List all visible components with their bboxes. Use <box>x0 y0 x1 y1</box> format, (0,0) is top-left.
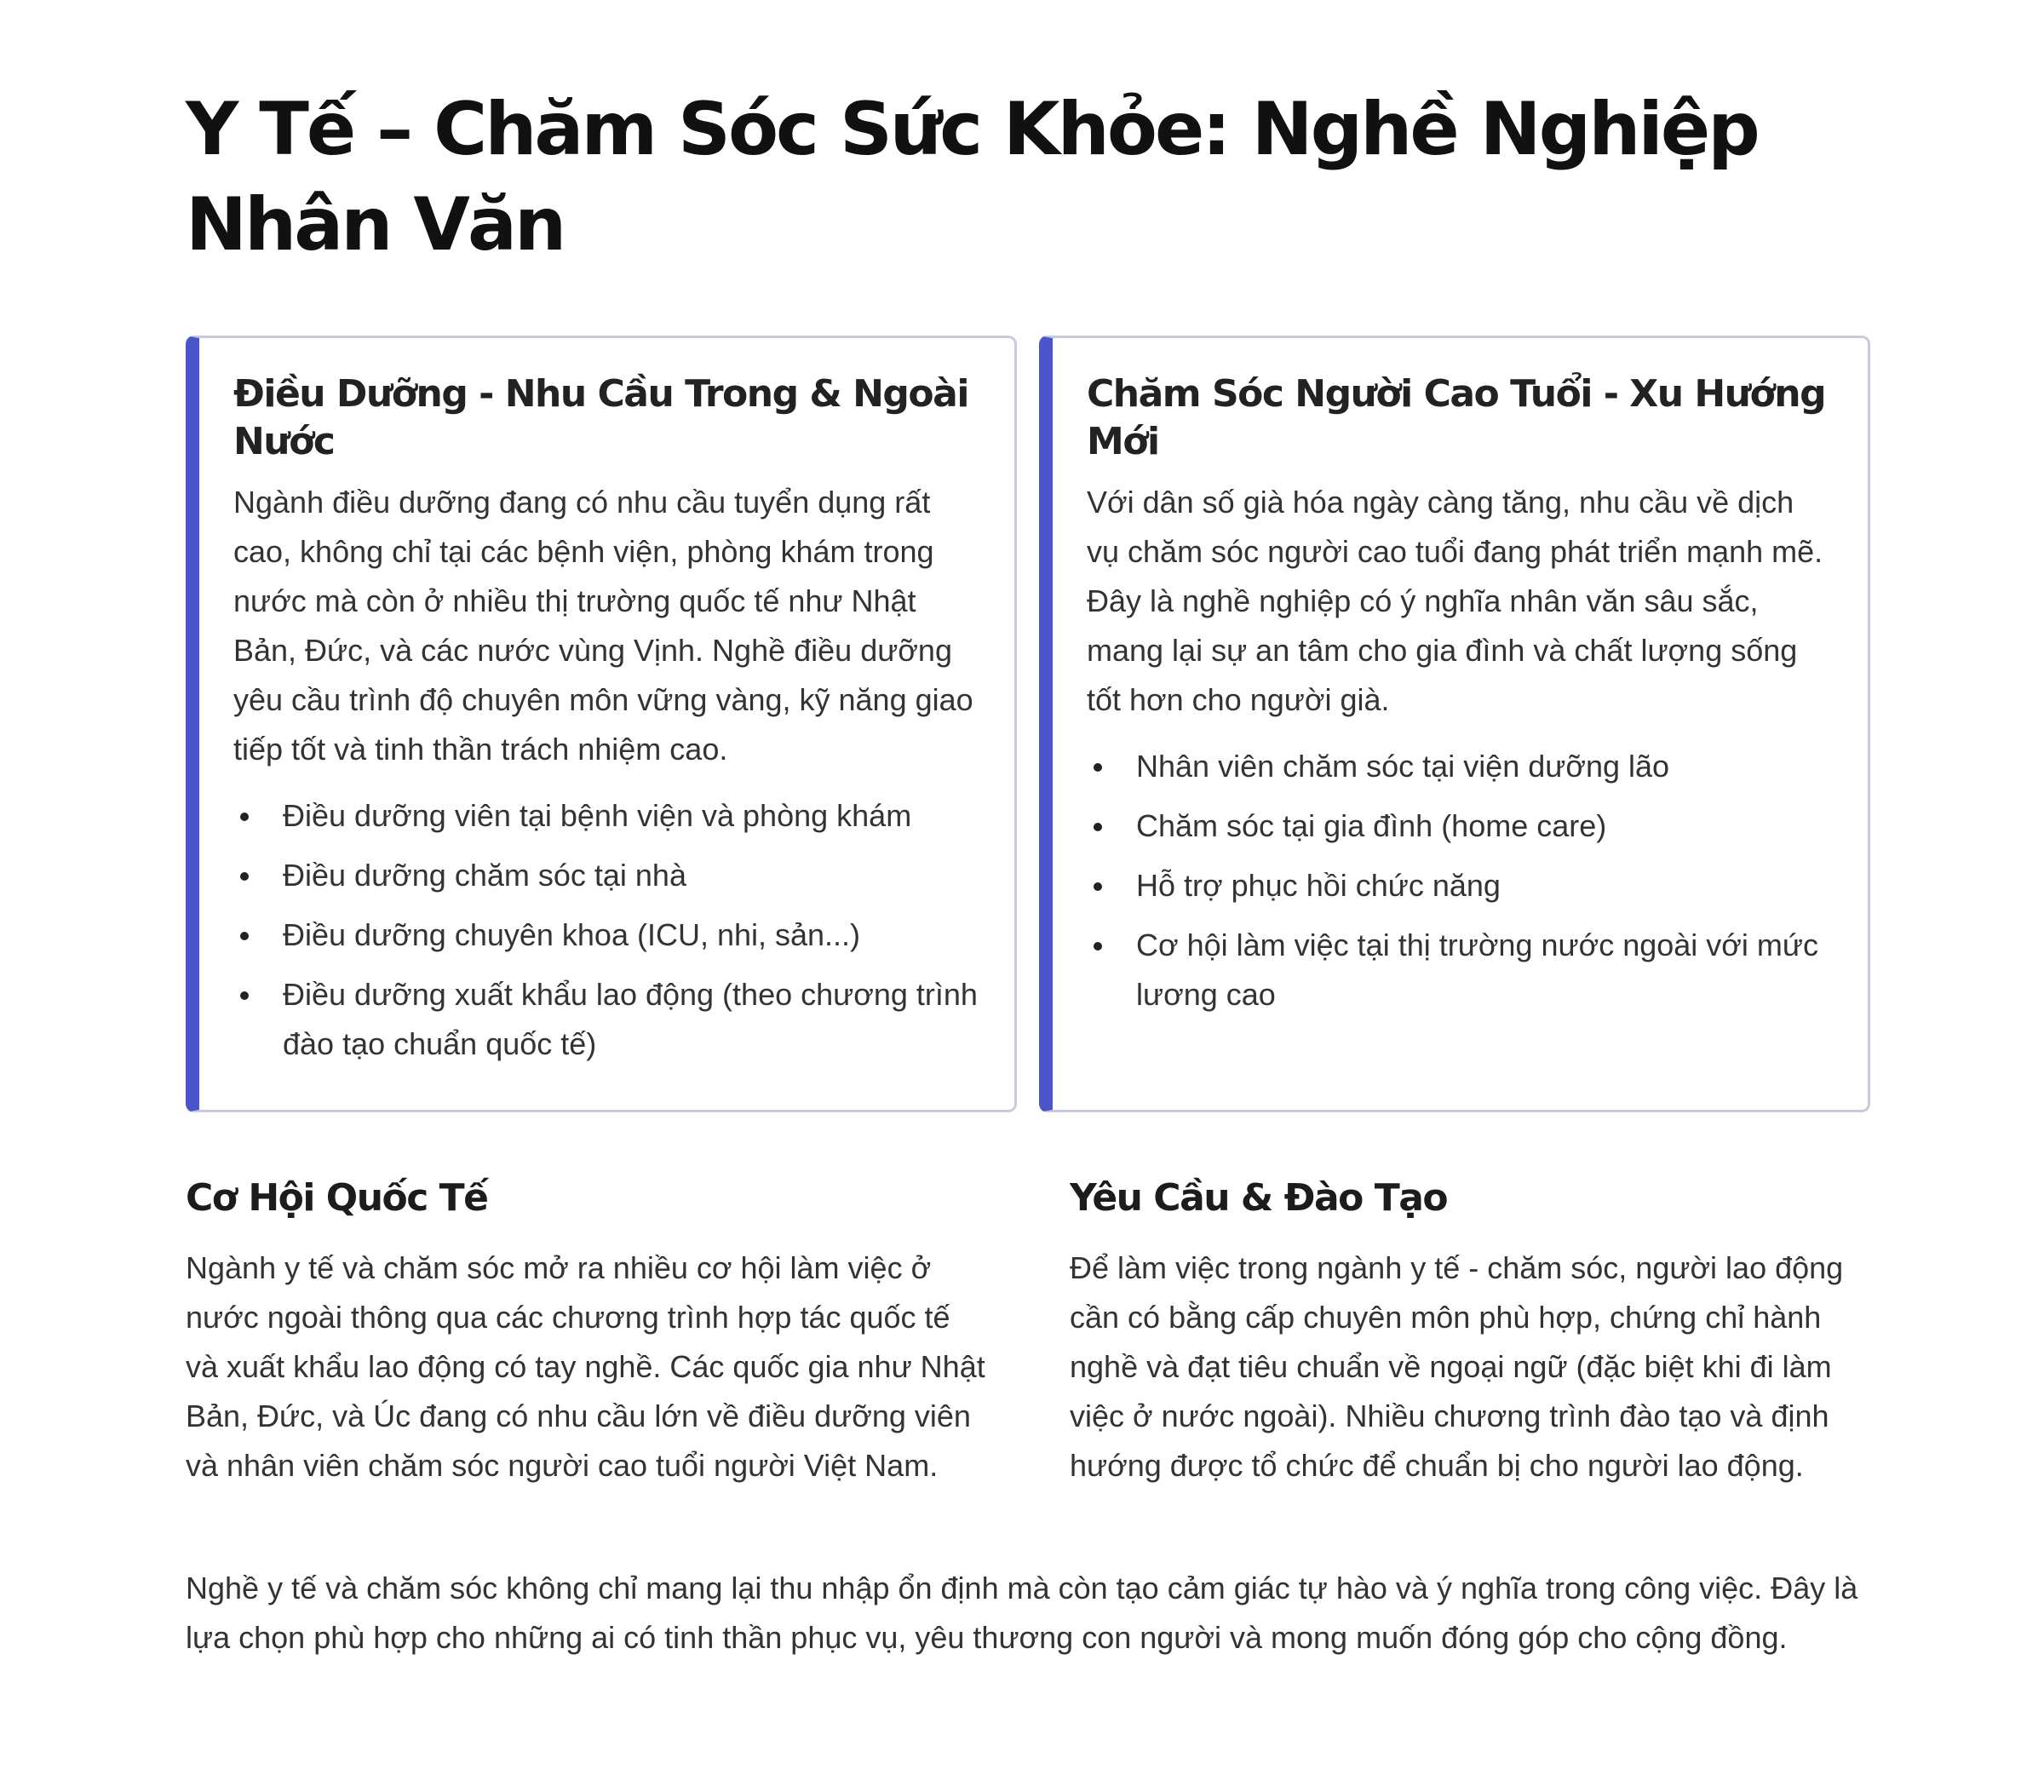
list-item <box>1087 921 1834 1019</box>
card-elderly-care <box>1039 336 1870 1112</box>
list-item <box>1087 742 1834 791</box>
card-title: Điều Dưỡng - Nhu Cầu Trong & Ngoài Nước <box>233 372 968 463</box>
list-item <box>233 970 980 1069</box>
list-item-text: Nhân viên chăm sóc tại viện dưỡng lão <box>1136 749 1670 784</box>
card-description: Ngành điều dưỡng đang có nhu cầu tuyển dụng rất cao, không chỉ tại các bệnh viện, phòng khám trong nước mà còn ở nhiều thị trường quốc tế như Nhật Bản, Đức, và các nước vùng Vịnh. Nghề điều dưỡng yêu cầu trình độ chuyên môn vững vàng, kỹ năng giao tiếp tốt và tinh thần trách nhiệm cao. <box>233 485 973 767</box>
bullet-icon <box>240 872 249 881</box>
section-requirements-training <box>1070 1174 1870 1490</box>
list-item-text: Chăm sóc tại gia đình (home care) <box>1136 808 1607 843</box>
section-title: Yêu Cầu & Đào Tạo <box>1070 1176 1448 1220</box>
list-item <box>233 791 980 841</box>
cards-row <box>186 336 1870 1112</box>
bullet-icon <box>1094 763 1102 772</box>
bullet-icon <box>240 932 249 940</box>
bullet-icon <box>240 991 249 1000</box>
card-description: Với dân số già hóa ngày càng tăng, nhu cầu về dịch vụ chăm sóc người cao tuổi đang phát triển mạnh mẽ. Đây là nghề nghiệp có ý nghĩa nhân văn sâu sắc, mang lại sự an tâm cho gia đình và chất lượng sống tốt hơn cho người già. <box>1087 485 1823 717</box>
card-title: Chăm Sóc Người Cao Tuổi - Xu Hướng Mới <box>1087 372 1826 463</box>
card-nursing <box>186 336 1017 1112</box>
list-item-text: Cơ hội làm việc tại thị trường nước ngoài với mức lương cao <box>1136 928 1818 1012</box>
list-item-text: Điều dưỡng chuyên khoa (ICU, nhi, sản...) <box>283 917 861 952</box>
list-item <box>1087 801 1834 851</box>
list-item-text: Điều dưỡng viên tại bệnh viện và phòng khám <box>283 798 912 833</box>
section-text: Ngành y tế và chăm sóc mở ra nhiều cơ hội làm việc ở nước ngoài thông qua các chương trình hợp tác quốc tế và xuất khẩu lao động có tay nghề. Các quốc gia như Nhật Bản, Đức, và Úc đang có nhu cầu lớn về điều dưỡng viên và nhân viên chăm sóc người cao tuổi người Việt Nam. <box>186 1250 985 1483</box>
bullet-icon <box>1094 823 1102 831</box>
section-text: Để làm việc trong ngành y tế - chăm sóc, người lao động cần có bằng cấp chuyên môn phù hợp, chứng chỉ hành nghề và đạt tiêu chuẩn về ngoại ngữ (đặc biệt khi đi làm việc ở nước ngoài). Nhiều chương trình đào tạo và định hướng được tổ chức để chuẩn bị cho người lao động. <box>1070 1250 1844 1483</box>
list-item <box>233 851 980 900</box>
bullet-icon <box>1094 942 1102 951</box>
card-bullet-list <box>1087 742 1834 1019</box>
card-bullet-list <box>233 791 980 1069</box>
list-item <box>233 910 980 960</box>
section-title: Cơ Hội Quốc Tế <box>186 1176 488 1220</box>
list-item-text: Hỗ trợ phục hồi chức năng <box>1136 868 1501 903</box>
closing-paragraph: Nghề y tế và chăm sóc không chỉ mang lại thu nhập ổn định mà còn tạo cảm giác tự hào và ý nghĩa trong công việc. Đây là lựa chọn phù hợp cho những ai có tinh thần phục vụ, yêu thương con người và mong muốn đóng góp cho cộng đồng. <box>186 1571 1858 1655</box>
page-title: Y Tế – Chăm Sóc Sức Khỏe: Nghề Nghiệp Nhân Văn <box>186 87 1758 267</box>
list-item-text: Điều dưỡng xuất khẩu lao động (theo chương trình đào tạo chuẩn quốc tế) <box>283 977 978 1061</box>
bullet-icon <box>240 813 249 821</box>
document-page <box>186 82 1870 1663</box>
bullet-icon <box>1094 882 1102 891</box>
list-item-text: Điều dưỡng chăm sóc tại nhà <box>283 858 686 893</box>
sections-row <box>186 1174 1870 1490</box>
list-item <box>1087 861 1834 910</box>
section-international-opportunities <box>186 1174 986 1490</box>
